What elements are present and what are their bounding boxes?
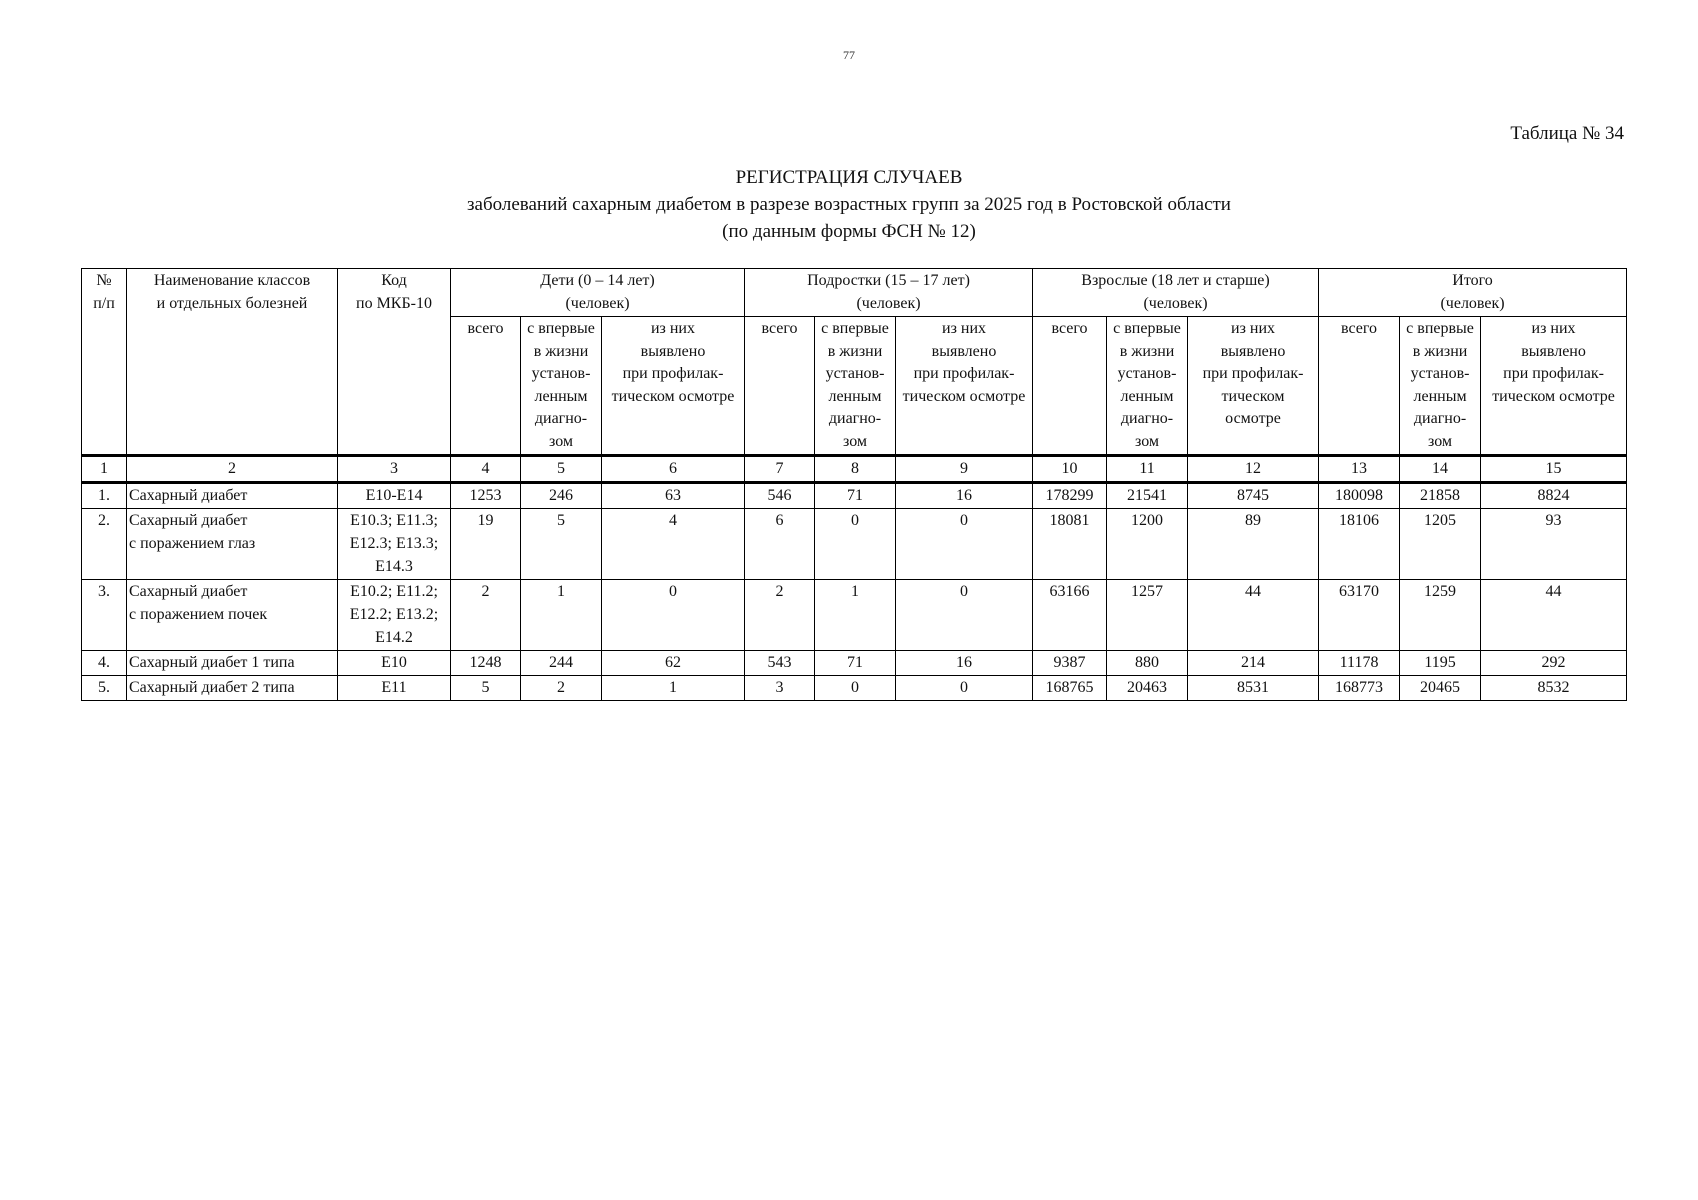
title-line-2: заболеваний сахарным диабетом в разрезе возрастных групп за 2025 год в Ростовской области (467, 194, 1231, 215)
subheader-cell: из них выявлено при профилак- тическом осмотре (1188, 317, 1319, 456)
value-cell: 0 (896, 509, 1033, 580)
value-cell: 62 (602, 651, 745, 676)
column-number-cell: 15 (1481, 456, 1627, 483)
value-cell: 1 (602, 676, 745, 701)
header-group-total: Итого (человек) (1319, 269, 1627, 317)
value-cell: 3 (745, 676, 815, 701)
value-cell: 1200 (1107, 509, 1188, 580)
value-cell: 16 (896, 483, 1033, 509)
table-label: Таблица № 34 (1510, 123, 1624, 144)
column-number-cell: 6 (602, 456, 745, 483)
icd-code-cell: E10.2; E11.2; E12.2; E13.2; E14.2 (338, 580, 451, 651)
row-number-cell: 5. (82, 676, 127, 701)
value-cell: 2 (745, 580, 815, 651)
value-cell: 168765 (1033, 676, 1107, 701)
value-cell: 44 (1481, 580, 1627, 651)
value-cell: 8824 (1481, 483, 1627, 509)
value-cell: 0 (815, 509, 896, 580)
value-cell: 1259 (1400, 580, 1481, 651)
value-cell: 0 (815, 676, 896, 701)
column-number-cell: 12 (1188, 456, 1319, 483)
value-cell: 546 (745, 483, 815, 509)
value-cell: 9387 (1033, 651, 1107, 676)
disease-name-cell: Сахарный диабет (127, 483, 338, 509)
column-number-cell: 5 (521, 456, 602, 483)
header-group-teens: Подростки (15 – 17 лет) (человек) (745, 269, 1033, 317)
value-cell: 5 (521, 509, 602, 580)
table-row (82, 483, 1627, 509)
disease-name-cell: Сахарный диабет с поражением почек (127, 580, 338, 651)
row-number-cell: 3. (82, 580, 127, 651)
column-number-cell: 4 (451, 456, 521, 483)
value-cell: 2 (451, 580, 521, 651)
title-line-3: (по данным формы ФСН № 12) (722, 221, 976, 242)
header-code: Код по МКБ-10 (338, 269, 451, 456)
subheader-cell: из них выявлено при профилак- тическом осмотре (602, 317, 745, 456)
column-number-cell: 14 (1400, 456, 1481, 483)
header-num: № п/п (82, 269, 127, 456)
value-cell: 292 (1481, 651, 1627, 676)
table-row (82, 651, 1627, 676)
column-number-cell: 11 (1107, 456, 1188, 483)
value-cell: 178299 (1033, 483, 1107, 509)
header-group-children: Дети (0 – 14 лет) (человек) (451, 269, 745, 317)
value-cell: 5 (451, 676, 521, 701)
column-number-cell: 1 (82, 456, 127, 483)
value-cell: 0 (896, 580, 1033, 651)
subheader-cell: всего (451, 317, 521, 456)
value-cell: 20465 (1400, 676, 1481, 701)
value-cell: 71 (815, 651, 896, 676)
header-row-groups (82, 269, 1627, 317)
value-cell: 63166 (1033, 580, 1107, 651)
value-cell: 19 (451, 509, 521, 580)
value-cell: 8745 (1188, 483, 1319, 509)
value-cell: 18106 (1319, 509, 1400, 580)
value-cell: 1 (815, 580, 896, 651)
subheader-cell: всего (1319, 317, 1400, 456)
value-cell: 8532 (1481, 676, 1627, 701)
value-cell: 0 (602, 580, 745, 651)
column-number-cell: 3 (338, 456, 451, 483)
subheader-cell: всего (745, 317, 815, 456)
value-cell: 2 (521, 676, 602, 701)
column-number-cell: 13 (1319, 456, 1400, 483)
disease-name-cell: Сахарный диабет с поражением глаз (127, 509, 338, 580)
column-number-cell: 9 (896, 456, 1033, 483)
icd-code-cell: E11 (338, 676, 451, 701)
value-cell: 16 (896, 651, 1033, 676)
value-cell: 8531 (1188, 676, 1319, 701)
diabetes-registration-table (81, 268, 1627, 701)
row-number-cell: 2. (82, 509, 127, 580)
value-cell: 63170 (1319, 580, 1400, 651)
value-cell: 880 (1107, 651, 1188, 676)
value-cell: 21858 (1400, 483, 1481, 509)
document-title (0, 164, 1698, 245)
subheader-cell: с впервые в жизни установ- ленным диагно- зом (815, 317, 896, 456)
value-cell: 180098 (1319, 483, 1400, 509)
subheader-cell: из них выявлено при профилак- тическом осмотре (896, 317, 1033, 456)
table-row (82, 580, 1627, 651)
icd-code-cell: E10-E14 (338, 483, 451, 509)
value-cell: 63 (602, 483, 745, 509)
value-cell: 21541 (1107, 483, 1188, 509)
icd-code-cell: E10.3; E11.3; E12.3; E13.3; E14.3 (338, 509, 451, 580)
row-number-cell: 1. (82, 483, 127, 509)
value-cell: 1195 (1400, 651, 1481, 676)
icd-code-cell: E10 (338, 651, 451, 676)
value-cell: 1 (521, 580, 602, 651)
header-group-adults: Взрослые (18 лет и старше) (человек) (1033, 269, 1319, 317)
value-cell: 93 (1481, 509, 1627, 580)
disease-name-cell: Сахарный диабет 2 типа (127, 676, 338, 701)
value-cell: 20463 (1107, 676, 1188, 701)
value-cell: 1253 (451, 483, 521, 509)
table-row (82, 509, 1627, 580)
column-number-row (82, 456, 1627, 483)
subheader-cell: из них выявлено при профилак- тическом осмотре (1481, 317, 1627, 456)
title-line-1: РЕГИСТРАЦИЯ СЛУЧАЕВ (735, 167, 963, 188)
value-cell: 18081 (1033, 509, 1107, 580)
value-cell: 89 (1188, 509, 1319, 580)
row-number-cell: 4. (82, 651, 127, 676)
header-name: Наименование классов и отдельных болезней (127, 269, 338, 456)
table-body (82, 483, 1627, 701)
value-cell: 44 (1188, 580, 1319, 651)
value-cell: 214 (1188, 651, 1319, 676)
page-number: 77 (843, 48, 855, 62)
value-cell: 1248 (451, 651, 521, 676)
value-cell: 1257 (1107, 580, 1188, 651)
subheader-cell: с впервые в жизни установ- ленным диагно- зом (1107, 317, 1188, 456)
column-number-cell: 10 (1033, 456, 1107, 483)
value-cell: 246 (521, 483, 602, 509)
value-cell: 168773 (1319, 676, 1400, 701)
value-cell: 0 (896, 676, 1033, 701)
subheader-cell: с впервые в жизни установ- ленным диагно- зом (1400, 317, 1481, 456)
value-cell: 1205 (1400, 509, 1481, 580)
value-cell: 4 (602, 509, 745, 580)
value-cell: 71 (815, 483, 896, 509)
value-cell: 6 (745, 509, 815, 580)
subheader-cell: с впервые в жизни установ- ленным диагно- зом (521, 317, 602, 456)
subheader-cell: всего (1033, 317, 1107, 456)
table-row (82, 676, 1627, 701)
disease-name-cell: Сахарный диабет 1 типа (127, 651, 338, 676)
column-number-cell: 7 (745, 456, 815, 483)
value-cell: 244 (521, 651, 602, 676)
column-number-cell: 8 (815, 456, 896, 483)
column-number-cell: 2 (127, 456, 338, 483)
value-cell: 11178 (1319, 651, 1400, 676)
value-cell: 543 (745, 651, 815, 676)
